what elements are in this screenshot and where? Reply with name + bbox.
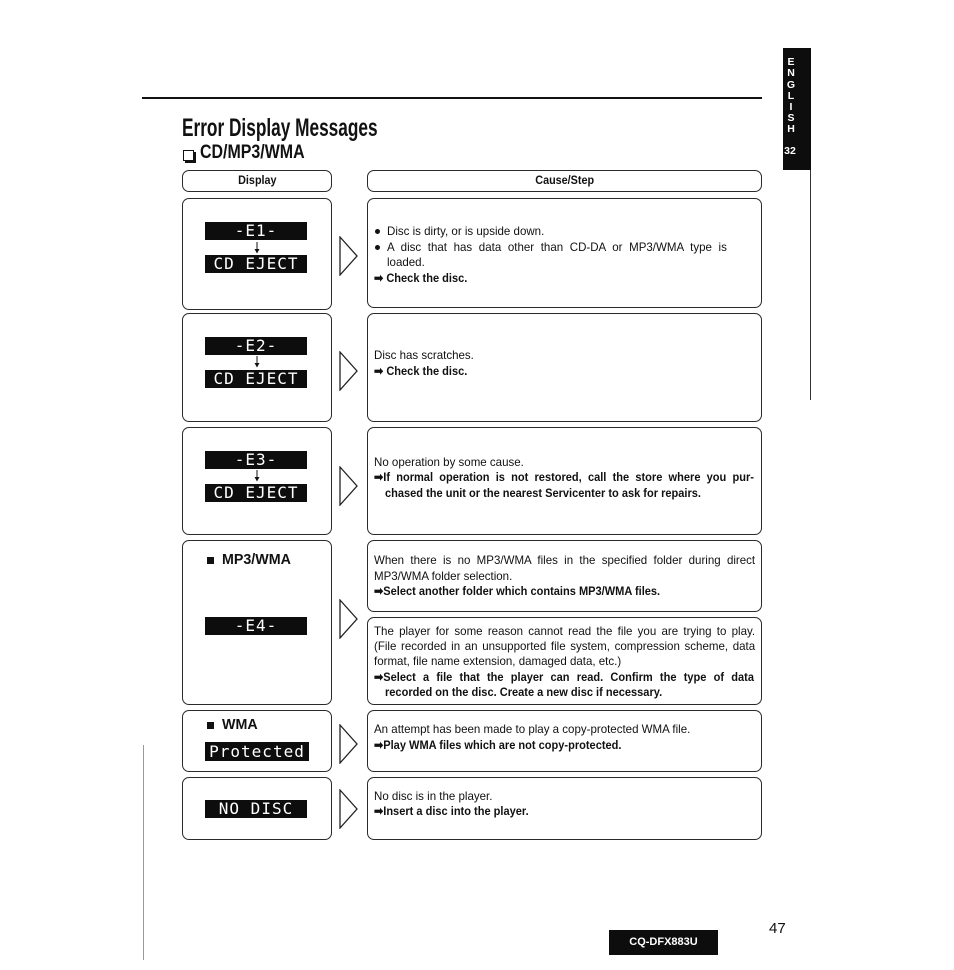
tab-letter: G — [786, 79, 796, 91]
cause-line: format, file name extension, damaged data, etc.) — [374, 654, 622, 668]
cause-line: MP3/WMA folder selection. — [374, 569, 513, 583]
triangle-right-icon — [339, 351, 359, 391]
remedy-line: ➡Select another folder which contains MP3/WMA files. — [374, 584, 661, 598]
lcd-result: CD EJECT — [205, 484, 307, 502]
remedy-line: ➡Play WMA files which are not copy-protected. — [374, 738, 622, 752]
down-arrow-icon — [253, 356, 261, 368]
triangle-right-icon — [339, 724, 359, 764]
triangle-right-icon — [339, 466, 359, 506]
cause-line: (File recorded in an unsupported file system, compression scheme, data — [374, 639, 756, 653]
tab-edge-line — [810, 170, 811, 400]
remedy-line: ➡Select a file that the player can read. Confirm the type of data — [374, 670, 754, 684]
lcd-error-code: -E3- — [205, 451, 307, 469]
display-header-label: Display — [237, 173, 277, 187]
remedy-line: recorded on the disc. Create a new disc if necessary. — [385, 685, 663, 699]
section-number: 32 — [784, 145, 796, 157]
format-label: WMA — [222, 716, 258, 733]
remedy-line: chased the unit or the nearest Servicenter to ask for repairs. — [385, 486, 701, 500]
down-arrow-icon — [253, 242, 261, 254]
tab-letter: S — [787, 112, 795, 124]
model-badge — [609, 930, 718, 955]
scan-margin-line — [143, 745, 144, 960]
page-title-text: Error Display Messages — [182, 114, 378, 142]
cause-line: A disc that has data other than CD-DA or MP3/WMA type is — [387, 240, 727, 254]
display-cell — [182, 198, 332, 310]
lcd-error-code: Protected — [205, 742, 309, 761]
section-subtitle — [200, 143, 325, 163]
cause-line: The player for some reason cannot read the file you are trying to play. — [374, 624, 756, 638]
tab-letter: N — [787, 67, 795, 79]
square-bullet-icon — [207, 557, 214, 564]
cause-line: No disc is in the player. — [374, 789, 493, 803]
square-bullet-icon — [207, 722, 214, 729]
section-subtitle-text: CD/MP3/WMA — [200, 142, 305, 163]
triangle-right-icon — [339, 789, 359, 829]
format-label: MP3/WMA — [222, 551, 291, 568]
cause-line: Disc is dirty, or is upside down. — [387, 224, 545, 238]
page-number: 47 — [769, 920, 786, 937]
triangle-right-icon — [339, 599, 359, 639]
bullet-icon — [375, 245, 380, 250]
cause-line: An attempt has been made to play a copy-protected WMA file. — [374, 722, 691, 736]
lcd-error-code: -E2- — [205, 337, 307, 355]
remedy-line: ➡ Check the disc. — [374, 271, 468, 285]
display-header — [182, 172, 332, 188]
down-arrow-icon — [253, 470, 261, 482]
cause-line: Disc has scratches. — [374, 348, 474, 362]
lcd-error-code: -E1- — [205, 222, 307, 240]
bullet-icon — [375, 229, 380, 234]
lcd-error-code: -E4- — [205, 617, 307, 635]
model-name: CQ-DFX883U — [629, 936, 698, 948]
cause-header — [367, 172, 762, 188]
triangle-right-icon — [339, 236, 359, 276]
remedy-line: ➡ Check the disc. — [374, 364, 468, 378]
tab-letter: L — [787, 90, 795, 102]
lcd-result: CD EJECT — [205, 255, 307, 273]
lcd-error-code: NO DISC — [205, 800, 307, 818]
header-rule — [142, 97, 762, 99]
remedy-line: ➡If normal operation is not restored, call the store where you pur- — [374, 470, 754, 484]
lcd-result: CD EJECT — [205, 370, 307, 388]
box-bullet-icon — [183, 150, 194, 161]
cause-line: loaded. — [387, 255, 425, 269]
tab-letter: H — [787, 123, 795, 135]
cause-line: When there is no MP3/WMA files in the specified folder during direct — [374, 553, 756, 567]
remedy-line: ➡Insert a disc into the player. — [374, 804, 529, 818]
page-title — [182, 115, 465, 141]
tab-letter: I — [789, 101, 793, 113]
cause-line: No operation by some cause. — [374, 455, 524, 469]
cause-header-label: Cause/Step — [535, 173, 594, 187]
tab-letter: E — [787, 56, 795, 68]
